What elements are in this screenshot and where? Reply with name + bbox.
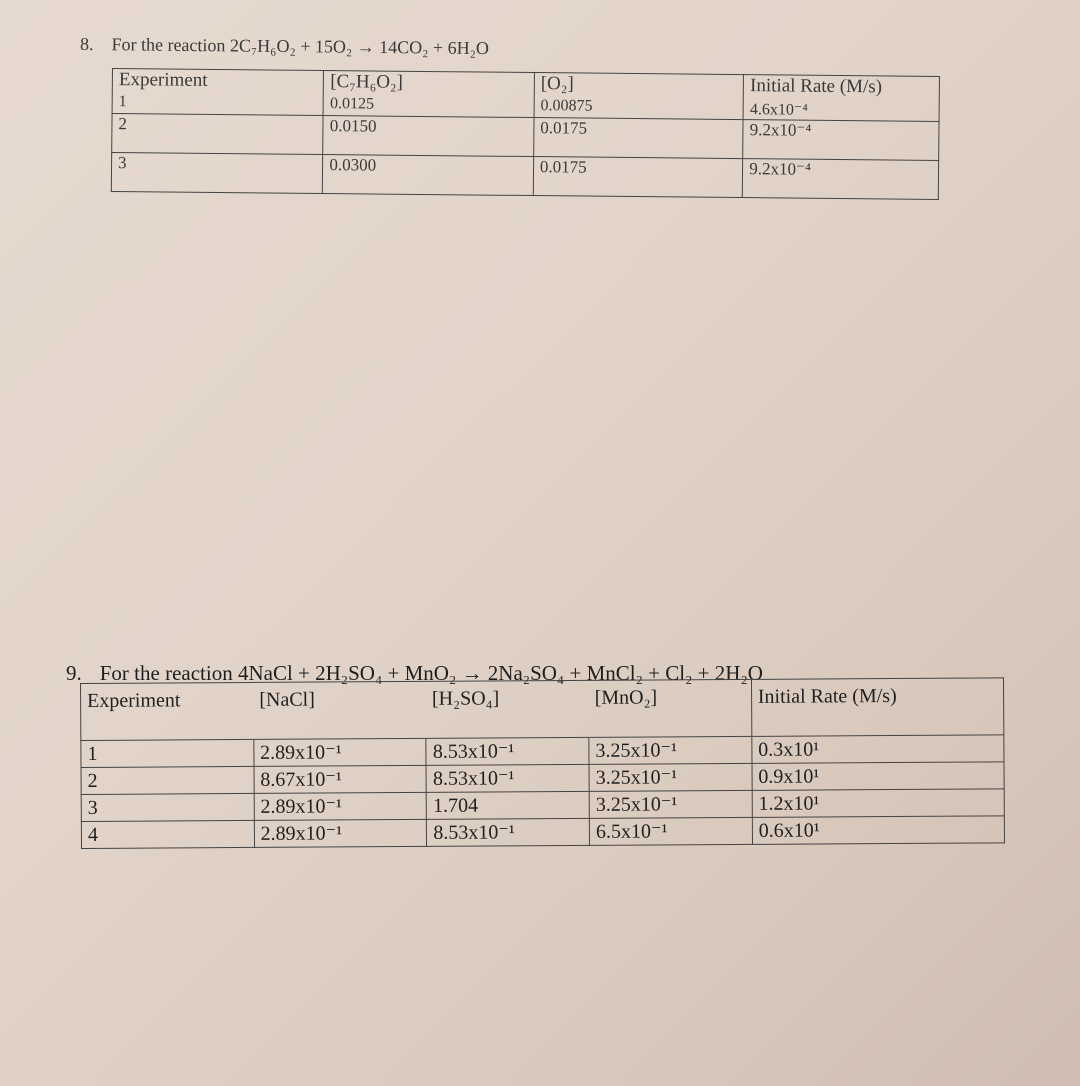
row-3-conc1: 2.89x10⁻¹ bbox=[254, 792, 427, 820]
row-1-experiment: 1 bbox=[81, 739, 254, 767]
row-1-rate: 4.6x10⁻⁴ bbox=[749, 101, 808, 119]
question-9-table bbox=[80, 677, 1005, 849]
table-header-row bbox=[112, 69, 939, 122]
row-2-conc3: 3.25x10⁻¹ bbox=[589, 763, 752, 791]
row-2-experiment: 2 bbox=[81, 766, 254, 794]
row-3-experiment: 3 bbox=[111, 153, 323, 194]
row-4-conc2: 8.53x10⁻¹ bbox=[427, 818, 590, 846]
row-1-conc1: 2.89x10⁻¹ bbox=[254, 738, 427, 766]
question-8-heading bbox=[80, 34, 489, 59]
row-2-conc2: 8.53x10⁻¹ bbox=[426, 764, 589, 792]
row-2-conc2: 0.0175 bbox=[534, 118, 744, 159]
row-3-rate: 9.2x10⁻⁴ bbox=[743, 159, 939, 200]
header-cell-experiment bbox=[112, 69, 324, 116]
header-conc1: [NaCl] bbox=[253, 681, 426, 739]
header-rate: Initial Rate (M/s) bbox=[751, 678, 1004, 737]
row-2-rate: 0.9x10¹ bbox=[752, 762, 1004, 791]
header-cell-conc1 bbox=[323, 71, 534, 118]
question-9-reaction: For the reaction 4NaCl + 2H₂SO₄ + MnO₂ → 2Na₂SO₄ + MnCl₂ + Cl₂ + 2H₂O bbox=[99, 661, 763, 685]
row-2-rate: 9.2x10⁻⁴ bbox=[743, 120, 939, 161]
question-8-number: 8. bbox=[79, 33, 94, 54]
row-2-conc1: 0.0150 bbox=[323, 116, 534, 157]
row-4-rate: 0.6x10¹ bbox=[752, 816, 1004, 845]
header-cell-rate bbox=[743, 75, 939, 122]
row-2-experiment: 2 bbox=[112, 114, 324, 155]
question-9-number: 9. bbox=[66, 661, 82, 685]
row-1-conc2: 8.53x10⁻¹ bbox=[426, 737, 589, 765]
row-1-rate: 0.3x10¹ bbox=[752, 735, 1004, 764]
header-conc2: [H₂SO₄] bbox=[426, 680, 589, 738]
table-header-row bbox=[81, 678, 1004, 741]
header-cell-conc2 bbox=[534, 73, 744, 120]
row-1-conc1: 0.0125 bbox=[329, 95, 375, 113]
row-3-conc2: 0.0175 bbox=[533, 157, 743, 198]
row-3-rate: 1.2x10¹ bbox=[752, 789, 1004, 818]
row-1-experiment: 1 bbox=[118, 93, 127, 111]
row-3-experiment: 3 bbox=[81, 793, 254, 821]
row-3-conc1: 0.0300 bbox=[323, 155, 534, 196]
header-conc2: [O₂] bbox=[540, 73, 574, 95]
row-4-experiment: 4 bbox=[81, 820, 254, 848]
row-1-conc2: 0.00875 bbox=[540, 97, 593, 115]
question-8-table bbox=[111, 68, 940, 200]
header-conc1: [C₇H₆O₂] bbox=[330, 71, 404, 93]
row-1-conc3: 3.25x10⁻¹ bbox=[589, 736, 752, 764]
table-row bbox=[81, 816, 1004, 849]
row-2-conc1: 8.67x10⁻¹ bbox=[254, 765, 427, 793]
row-3-conc2: 1.704 bbox=[427, 791, 590, 819]
table-row bbox=[111, 153, 938, 200]
header-conc3: [MnO₂] bbox=[589, 679, 752, 737]
row-4-conc3: 6.5x10⁻¹ bbox=[589, 817, 752, 845]
header-experiment: Experiment bbox=[81, 682, 254, 740]
row-4-conc1: 2.89x10⁻¹ bbox=[254, 819, 427, 847]
question-8-reaction: For the reaction 2C₇H₆O₂ + 15O₂ → 14CO₂ + 6H₂O bbox=[111, 34, 490, 59]
header-rate: Initial Rate (M/s) bbox=[749, 75, 883, 98]
header-experiment: Experiment bbox=[118, 69, 208, 91]
row-3-conc3: 3.25x10⁻¹ bbox=[589, 790, 752, 818]
